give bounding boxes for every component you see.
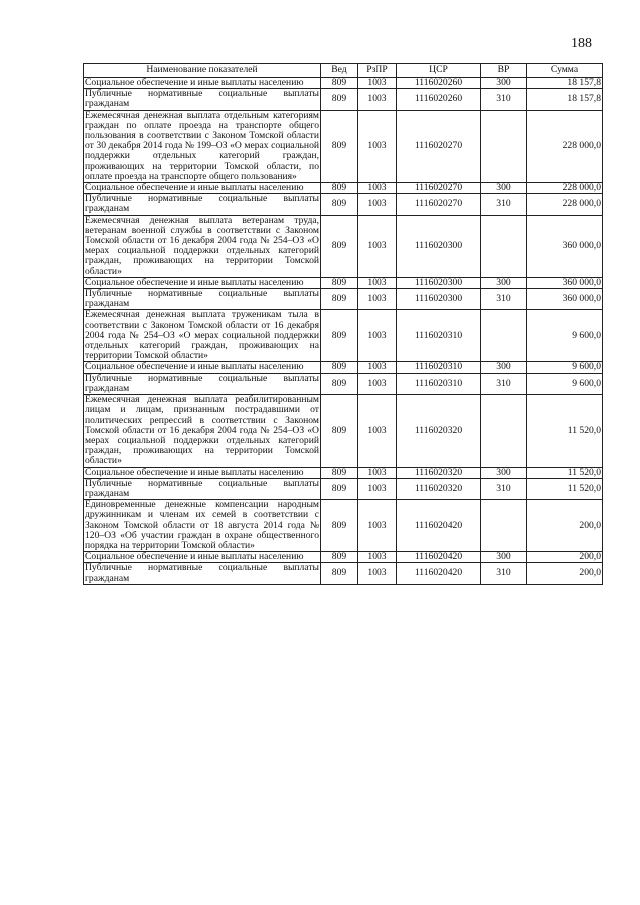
table-row [84, 467, 603, 478]
row-csr: 1116020420 [397, 563, 481, 584]
row-name: Публичные нормативные социальные выплаты гражданам [85, 372, 319, 394]
table-row [84, 500, 603, 552]
budget-table [83, 63, 603, 585]
row-name: Публичные нормативные социальные выплаты гражданам [85, 477, 319, 499]
row-vr [481, 395, 527, 467]
row-csr: 1116020270 [397, 183, 481, 194]
row-csr: 1116020310 [397, 362, 481, 373]
row-sum: 18 157,8 [527, 89, 603, 110]
table-row [84, 552, 603, 563]
row-ved: 809 [321, 478, 358, 499]
row-name: Публичные нормативные социальные выплаты гражданам [85, 193, 319, 215]
row-rzpr: 1003 [358, 373, 397, 394]
row-name: Социальное обеспечение и иные выплаты населению [84, 552, 321, 563]
row-name: Единовременные денежные компенсации народным дружинникам и членам их семей в соответствии с Законом Томской области от 18 августа 2014 года № 120–ОЗ «Об участии граждан в охране общественного порядка на территории Томской области» [85, 499, 319, 551]
table-row [84, 373, 603, 394]
row-ved: 809 [321, 552, 358, 563]
row-csr: 1116020310 [397, 310, 481, 362]
row-ved: 809 [321, 310, 358, 362]
row-sum: 360 000,0 [527, 277, 603, 288]
table-row [84, 289, 603, 310]
row-ved: 809 [321, 289, 358, 310]
row-vr: 310 [481, 194, 527, 215]
table-row [84, 395, 603, 467]
header-csr: ЦСР [397, 64, 481, 78]
row-rzpr: 1003 [358, 289, 397, 310]
row-csr: 1116020320 [397, 395, 481, 467]
row-name: Социальное обеспечение и иные выплаты населению [84, 467, 321, 478]
row-sum: 9 600,0 [527, 373, 603, 394]
row-name: Публичные нормативные социальные выплаты гражданам [85, 288, 319, 310]
row-csr: 1116020320 [397, 467, 481, 478]
row-vr [481, 310, 527, 362]
row-csr: 1116020270 [397, 194, 481, 215]
page-number: 188 [571, 36, 592, 51]
row-vr: 300 [481, 362, 527, 373]
row-sum: 11 520,0 [527, 395, 603, 467]
row-name: Ежемесячная денежная выплата ветеранам труда, ветеранам военной службы в соответствии с Законом Томской области от 16 декабря 2004 года № 254–ОЗ «О мерах социальной поддержки отдельных категорий граждан, проживающих на территории Томской области» [85, 214, 319, 277]
row-vr [481, 215, 527, 277]
row-ved: 809 [321, 277, 358, 288]
row-vr: 310 [481, 478, 527, 499]
row-rzpr: 1003 [358, 194, 397, 215]
table-row [84, 563, 603, 584]
row-csr: 1116020300 [397, 277, 481, 288]
row-sum: 11 520,0 [527, 467, 603, 478]
row-vr: 300 [481, 467, 527, 478]
row-name: Ежемесячная денежная выплата реабилитированным лицам и лицам, признанным пострадавшими от политических репрессий в соответствии с Законом Томской области от 16 декабря 2004 года № 254–ОЗ «О мерах социальной поддержки отдельных категорий граждан, проживающих на территории Томской области» [85, 394, 319, 467]
table-row [84, 78, 603, 89]
row-name: Ежемесячная денежная выплата отдельным категориям граждан по оплате проезда на транспорте общего пользования в соответствии с Законом Томской области от 30 декабря 2014 года № 199–ОЗ «О мерах социальной поддержки отдельных категорий граждан, проживающих на территории Томской области, по оплате проезда на транспорте общего пользования» [85, 109, 319, 182]
row-ved: 809 [321, 78, 358, 89]
row-vr: 310 [481, 563, 527, 584]
row-rzpr: 1003 [358, 110, 397, 182]
row-sum: 200,0 [527, 552, 603, 563]
table-row [84, 89, 603, 110]
row-rzpr: 1003 [358, 78, 397, 89]
row-csr: 1116020420 [397, 552, 481, 563]
row-vr: 300 [481, 552, 527, 563]
table-row [84, 277, 603, 288]
header-name: Наименование показателей [84, 64, 321, 78]
row-ved: 809 [321, 362, 358, 373]
row-sum: 200,0 [527, 563, 603, 584]
row-csr: 1116020270 [397, 110, 481, 182]
row-ved: 809 [321, 563, 358, 584]
row-name: Социальное обеспечение и иные выплаты населению [84, 277, 321, 288]
row-sum: 200,0 [527, 500, 603, 552]
row-ved: 809 [321, 500, 358, 552]
row-rzpr: 1003 [358, 362, 397, 373]
row-rzpr: 1003 [358, 89, 397, 110]
row-rzpr: 1003 [358, 395, 397, 467]
row-sum: 9 600,0 [527, 362, 603, 373]
table-row [84, 478, 603, 499]
row-rzpr: 1003 [358, 467, 397, 478]
table-row [84, 362, 603, 373]
row-vr: 310 [481, 289, 527, 310]
row-csr: 1116020320 [397, 478, 481, 499]
row-rzpr: 1003 [358, 552, 397, 563]
row-rzpr: 1003 [358, 310, 397, 362]
row-name: Публичные нормативные социальные выплаты гражданам [85, 562, 319, 584]
row-vr: 310 [481, 373, 527, 394]
row-csr: 1116020420 [397, 500, 481, 552]
row-rzpr: 1003 [358, 478, 397, 499]
row-vr: 300 [481, 78, 527, 89]
header-vr: ВР [481, 64, 527, 78]
row-sum: 360 000,0 [527, 289, 603, 310]
row-rzpr: 1003 [358, 500, 397, 552]
row-name: Ежемесячная денежная выплата труженикам тыла в соответствии с Законом Томской области от 16 декабря 2004 года № 254–ОЗ «О мерах социальной поддержки отдельных категорий граждан, проживающих на территории Томской области» [85, 309, 319, 362]
row-ved: 809 [321, 467, 358, 478]
row-vr: 310 [481, 89, 527, 110]
row-csr: 1116020260 [397, 89, 481, 110]
table-row [84, 110, 603, 182]
table-row [84, 194, 603, 215]
row-ved: 809 [321, 89, 358, 110]
row-csr: 1116020300 [397, 215, 481, 277]
row-csr: 1116020310 [397, 373, 481, 394]
row-sum: 18 157,8 [527, 78, 603, 89]
row-rzpr: 1003 [358, 183, 397, 194]
row-name: Социальное обеспечение и иные выплаты населению [84, 78, 321, 89]
row-sum: 228 000,0 [527, 183, 603, 194]
table-header-row [84, 64, 603, 78]
header-sum: Сумма [527, 64, 603, 78]
row-sum: 228 000,0 [527, 194, 603, 215]
table-row [84, 215, 603, 277]
row-sum: 228 000,0 [527, 110, 603, 182]
row-sum: 360 000,0 [527, 215, 603, 277]
row-rzpr: 1003 [358, 563, 397, 584]
row-vr: 300 [481, 277, 527, 288]
row-ved: 809 [321, 373, 358, 394]
row-ved: 809 [321, 194, 358, 215]
row-csr: 1116020260 [397, 78, 481, 89]
row-sum: 11 520,0 [527, 478, 603, 499]
row-ved: 809 [321, 183, 358, 194]
header-ved: Вед [321, 64, 358, 78]
row-csr: 1116020300 [397, 289, 481, 310]
row-name: Публичные нормативные социальные выплаты гражданам [85, 88, 319, 110]
row-vr: 300 [481, 183, 527, 194]
table-row [84, 183, 603, 194]
header-rzpr: РзПР [358, 64, 397, 78]
row-rzpr: 1003 [358, 277, 397, 288]
row-ved: 809 [321, 110, 358, 182]
row-vr [481, 500, 527, 552]
row-rzpr: 1003 [358, 215, 397, 277]
row-ved: 809 [321, 395, 358, 467]
row-ved: 809 [321, 215, 358, 277]
row-vr [481, 110, 527, 182]
row-name: Социальное обеспечение и иные выплаты населению [84, 362, 321, 373]
row-name: Социальное обеспечение и иные выплаты населению [84, 183, 321, 194]
table-row [84, 310, 603, 362]
row-sum: 9 600,0 [527, 310, 603, 362]
